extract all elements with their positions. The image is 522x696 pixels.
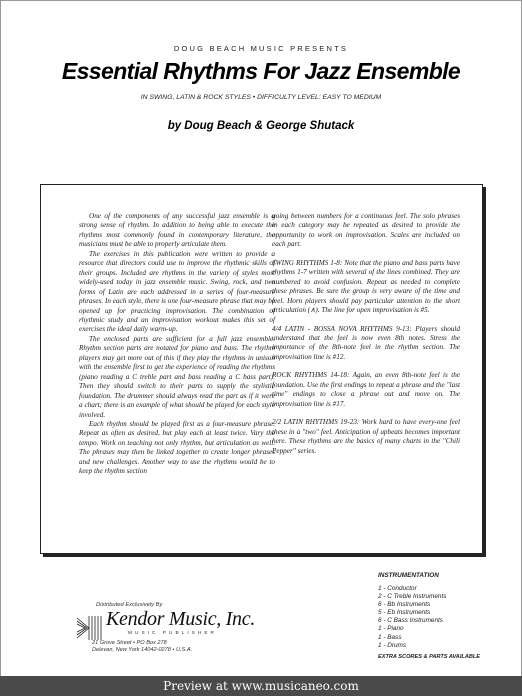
preview-watermark-banner[interactable]: Preview at www.musicaneo.com — [0, 676, 522, 696]
instrumentation-item: 1 - Drums — [378, 641, 407, 649]
notes-paragraph: Each rhythm should be played first as a four-measure phrase. Repeat as often as desired, but play each at least twice. Vary the tempo. Work on teaching not only rhythm, but articulation as well. The phrases may then be linked together to create longer phrases and new challenges. Another way to use the rhythms would be to keep the rhythm section — [79, 419, 275, 476]
notes-paragraph: The enclosed parts are sufficient for a full jazz ensemble. Rhythm section parts are notated for piano and bass. The rhythm players may get more out of this if they play the rhythms in unison with the ensemble first to get the experience of reading the rhythms (piano reading a C treble part and bass reading a C bass part). Then they should switch to their parts to supply the stylistic foundation. The drummer should always read the part as if it were a chart; there is an example of what should be played for each style involved. — [79, 334, 275, 419]
instrumentation-item: 6 - Bb Instruments — [378, 601, 431, 609]
presents-line: DOUG BEACH MUSIC PRESENTS — [173, 44, 349, 53]
instrumentation-item: 6 - C Bass Instruments — [378, 617, 443, 625]
instrumentation-heading: INSTRUMENTATION — [378, 572, 439, 579]
kendor-logo-icon — [74, 612, 104, 642]
instrumentation — [378, 572, 518, 660]
notes-left-column — [79, 212, 275, 477]
notes-paragraph: going between numbers for a continuous feel. The solo phrases in each category may be repeated as desired to provide the opportunity to work on improvisation. Scales are included on each part. — [272, 212, 460, 249]
page-title: Essential Rhythms For Jazz Ensemble — [61, 58, 461, 84]
notes-right-column — [272, 212, 460, 465]
authors: by Doug Beach & George Shutack — [167, 120, 355, 132]
notes-box — [40, 184, 483, 554]
instrumentation-item: 1 - Bass — [378, 633, 402, 641]
subtitle: IN SWING, LATIN & ROCK STYLES • DIFFICULTY LEVEL: EASY TO MEDIUM — [140, 94, 382, 101]
notes-paragraph: SWING RHYTHMS 1-8: Note that the piano and bass parts have rhythms 1-7 written with several of the lines combined. They are numbered to avoid confusion. Repeat as needed to complete these phrases. Be sure the group is very aware of the time and feel. Horn players should pay particular attention to the short articulation (∧). The line for open improvisation is #5. — [272, 258, 460, 315]
notes-paragraph: 2/2 LATIN RHYTHMS 19-23: Work hard to have every-one feel these in a "two" feel. Anticipation of upbeats becomes important here. These rhythms are the basics of many charts in the "Chili Pepper" series. — [272, 418, 460, 455]
instrumentation-item: 1 - Conductor — [378, 585, 417, 592]
address-line: 21 Grove Street • PO Box 278 — [92, 640, 167, 646]
instrumentation-item: 5 - Eb Instruments — [378, 609, 431, 617]
instrumentation-list — [378, 585, 518, 650]
notes-paragraph: ROCK RHYTHMS 14-18: Again, an even 8th-note feel is the foundation. Use the first endings to repeat a phrase and the "last time" endings to close a phrase out and move on. The improvisation line is #17. — [272, 371, 460, 408]
publisher-address — [92, 640, 192, 654]
notes-paragraph: 4/4 LATIN - BOSSA NOVA RHYTHMS 9-13: Players should understand that the feel is now even 8th notes. Stress the importance of the 8th-note feel in the rhythm section. The improvisation line is #12. — [272, 324, 460, 361]
publisher-subtitle: MUSIC PUBLISHER — [128, 631, 217, 636]
distributed-by: Distributed Exclusively By — [96, 602, 163, 608]
notes-paragraph: One of the components of any successful jazz ensemble is a strong sense of rhythm. In addition to being able to execute the rhythms most commonly found in contemporary literature, the musicians must be able to properly articulate them. — [79, 212, 275, 249]
notes-paragraph: The exercises in this publication were written to provide a resource that directors could use to improve the rhythmic skills of their groups. Included are rhythms in the variety of styles most widely-used today in jazz ensemble music. Swing, rock, and two forms of Latin are each addressed in a series of four-measure phrases. In each style, there is one four-measure phrase that may be opened up for practicing improvisation. The combination of rhythmic study and an improvisation workout makes this set of exercises the ideal daily warm-up. — [79, 249, 275, 334]
publisher-name: Kendor Music, Inc. — [106, 608, 256, 630]
address-line: Delevan, New York 14042-0278 • U.S.A. — [92, 647, 193, 653]
instrumentation-item: 1 - Piano — [378, 625, 404, 633]
extra-parts-note: EXTRA SCORES & PARTS AVAILABLE — [378, 653, 481, 660]
instrumentation-item: 2 - C Treble Instruments — [378, 593, 447, 601]
